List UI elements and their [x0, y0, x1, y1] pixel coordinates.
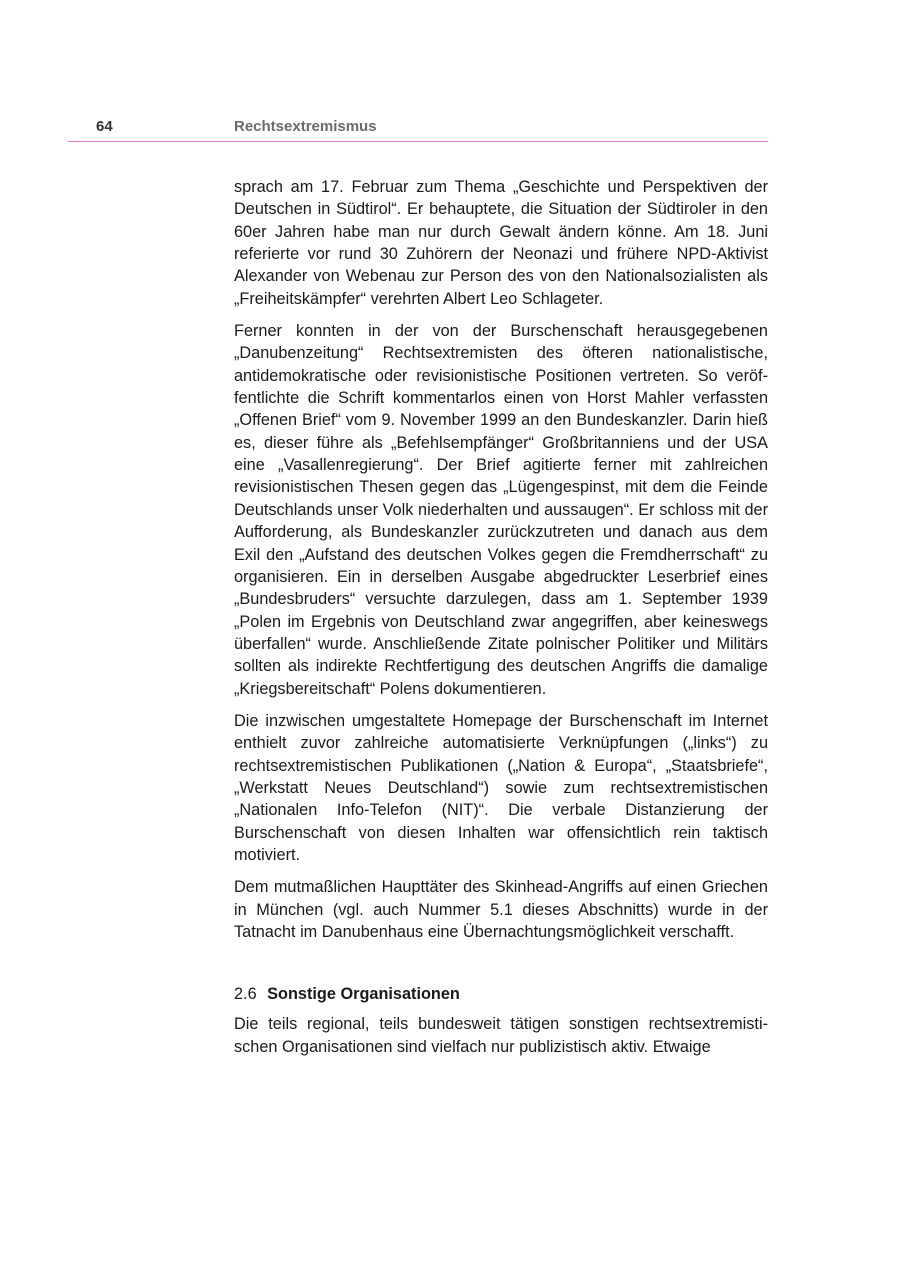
- paragraph-1: sprach am 17. Februar zum Thema „Geschichte und Perspektiven der Deutschen in Südtirol“. Er behauptete, die Situation der Südtiroler in den 60er Jahren habe man nur durch Gewalt ändern könne. Am 18. Juni referierte vor rund 30 Zuhörern der Neonazi und frühere NPD-Aktivist Alexander von Webenau zur Person des von den Nationalsozialisten als „Freiheitskämpfer“ verehrten Albert Leo Schlageter.: [234, 178, 768, 308]
- paragraph-2: Ferner konnten in der von der Burschenschaft herausgegebenen „Danubenzeitung“ Rechtsextremisten des öfteren nationalistische, antidemokratische oder revisionistische Positionen vertreten. So veröffentlichte die Schrift kommentarlos einen von Horst Mahler verfassten „Offenen Brief“ vom 9. November 1999 an den Bundeskanzler. Darin hieß es, dieser führe als „Befehlsempfänger“ Großbritanniens und der USA eine „Vasallenregierung“. Der Brief agitierte ferner mit zahlreichen revisionistischen Thesen gegen das „Lügengespinst, mit dem die Feinde Deutschlands unser Volk niederhalten und aussaugen“. Er schloss mit der Aufforderung, als Bundeskanzler zurückzutreten und danach aus dem Exil den „Aufstand des deutschen Volkes gegen die Fremdherrschaft“ zu organisieren. Ein in derselben Ausgabe abgedruckter Leserbrief eines „Bundesbruders“ versuchte darzulegen, dass am 1. September 1939 „Polen im Ergebnis von Deutschland zwar angegriffen, aber keineswegs überfallen“ wurde. Anschließende Zitate polnischer Politiker und Militärs sollten als indirekte Rechtfertigung des deutschen Angriffs die damalige „Kriegsbereitschaft“ Polens dokumentieren.: [234, 322, 768, 698]
- page-number: 64: [96, 118, 113, 135]
- paragraph-4: Dem mutmaßlichen Haupttäter des Skinhead-Angriffs auf einen Griechen in München (vgl. auch Nummer 5.1 dieses Abschnitts) wurde in der Tatnacht im Danubenhaus eine Übernachtungsmöglichkeit verschafft.: [234, 878, 768, 941]
- body-text: [234, 176, 768, 1068]
- section-number: 2.6: [234, 985, 257, 1004]
- running-title: Rechtsextremismus: [234, 118, 377, 135]
- section-title: Sonstige Organisationen: [267, 985, 460, 1004]
- header-divider: [68, 141, 768, 142]
- section-paragraph: Die teils regional, teils bundesweit tätigen sonstigen rechtsextremistischen Organisationen sind vielfach nur publizistisch aktiv. Etwaige: [234, 1015, 768, 1056]
- section-heading: [234, 983, 768, 1005]
- paragraph-3: Die inzwischen umgestaltete Homepage der Burschenschaft im Internet enthielt zuvor zahlreiche automatisierte Verknüpfungen („links“) zu rechtsextremistischen Publikationen („Nation & Europa“, „Staatsbriefe“, „Werkstatt Neues Deutschland“) sowie zum rechtsextremistischen „Nationalen Info-Telefon (NIT)“. Die verbale Distanzierung der Burschenschaft von diesen Inhalten war offensichtlich rein taktisch motiviert.: [234, 711, 768, 864]
- running-header: [0, 116, 900, 140]
